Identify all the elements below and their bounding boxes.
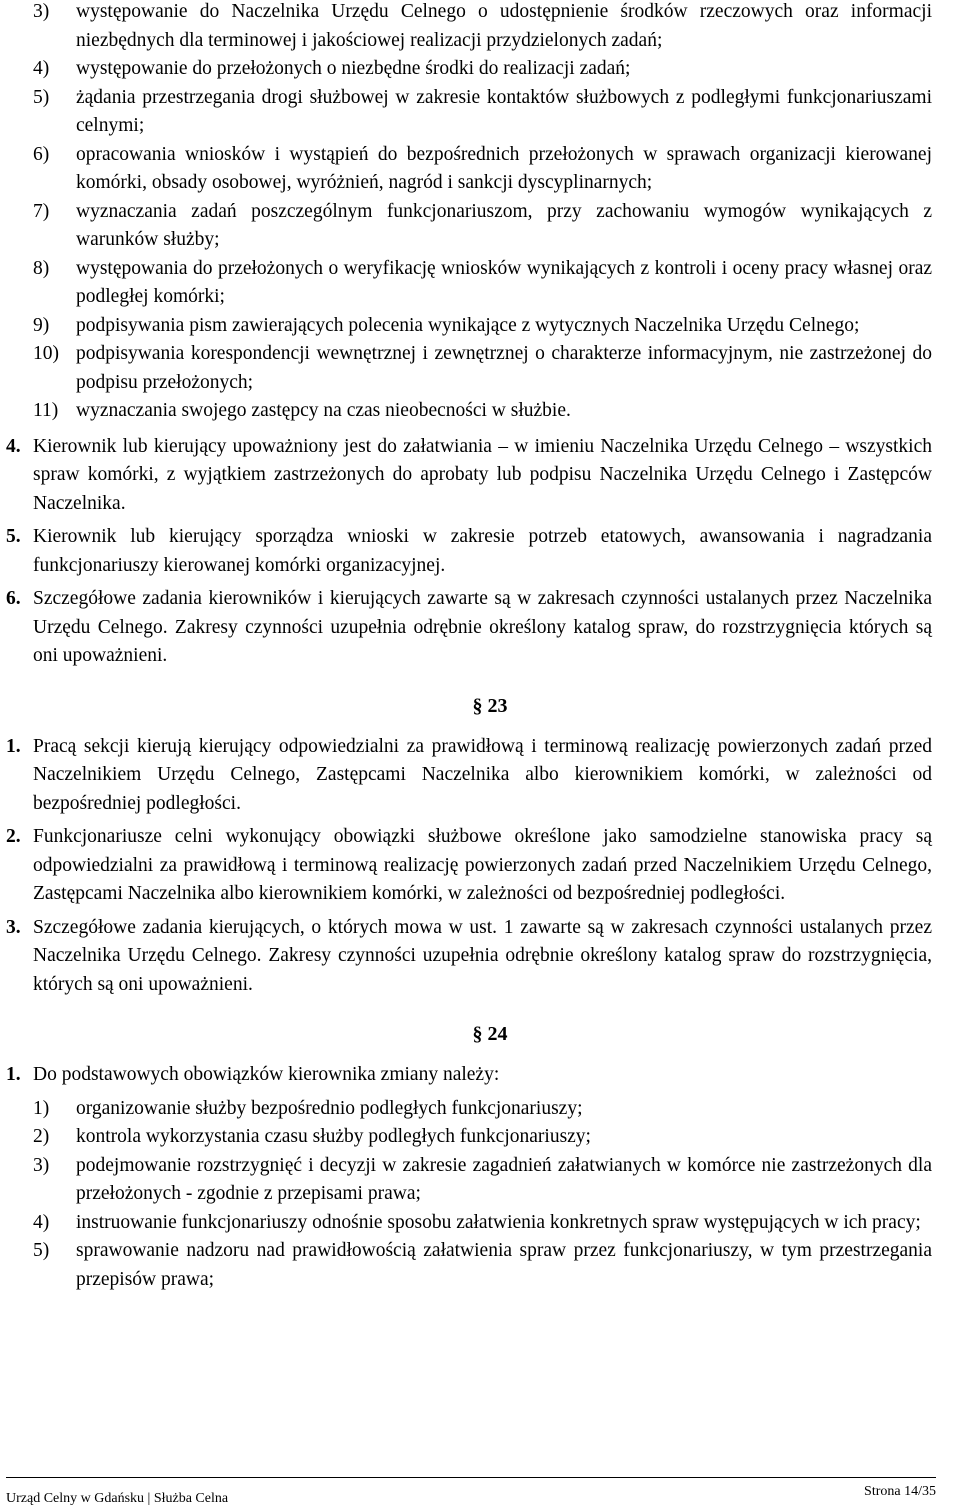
list-item-number: 3) xyxy=(33,1,50,22)
list-item-text: opracowania wniosków i wystąpień do bezpośrednich przełożonych w sprawach organizacji kierowanej komórki, obsady osobowej, wyróżnień, nagród i sankcji dyscyplinarnych; xyxy=(76,143,932,193)
list-item-number: 1) xyxy=(33,1097,50,1119)
list-item-text: podpisywania pism zawierających polecenia wynikające z wytycznych Naczelnika Urzędu Celnego; xyxy=(76,314,860,336)
list-item xyxy=(0,1152,960,1209)
list-item-number: 5) xyxy=(33,1240,50,1261)
list-item-number: 5) xyxy=(33,86,50,108)
list-item-number: 4) xyxy=(33,1211,50,1233)
paragraph-number: 1. xyxy=(6,1064,21,1085)
list-item-number: 8) xyxy=(33,257,50,279)
section-heading: § 23 xyxy=(472,694,508,717)
numbered-paragraph xyxy=(0,823,960,909)
paragraph-text: Kierownik lub kierujący sporządza wnioski w zakresie potrzeb etatowych, awansowania i nagradzania funkcjonariuszy kierowanej komórki organizacyjnej. xyxy=(33,526,932,576)
list-item xyxy=(0,340,960,397)
paragraph-text: Do podstawowych obowiązków kierownika zmiany należy: xyxy=(33,1064,500,1085)
paragraph-number: 4. xyxy=(6,435,21,457)
list-item xyxy=(0,255,960,312)
paragraph-text: Kierownik lub kierujący upoważniony jest do załatwiania – w imieniu Naczelnika Urzędu Celnego – wszystkich spraw komórki, z wyjątkiem zastrzeżonych do aprobaty lub podpisu Naczelnika Urzędu Celnego i Zastępców Naczelnika. xyxy=(33,435,932,514)
list-item xyxy=(0,55,960,84)
list-item xyxy=(0,141,960,198)
list-item-text: sprawowanie nadzoru nad prawidłowością załatwienia spraw przez funkcjonariuszy, w tym przestrzegania przepisów prawa; xyxy=(76,1240,932,1290)
list-item-text: kontrola wykorzystania czasu służby podległych funkcjonariuszy; xyxy=(76,1126,591,1147)
list-item xyxy=(0,312,960,341)
list-item-number: 11) xyxy=(33,400,59,421)
numbered-paragraph xyxy=(0,585,960,671)
list-item-number: 9) xyxy=(33,314,50,336)
list-item xyxy=(0,397,960,426)
list-item-text: występowanie do przełożonych o niezbędne środki do realizacji zadań; xyxy=(76,58,631,79)
section-heading: § 24 xyxy=(472,1023,508,1045)
list-item-number: 6) xyxy=(33,143,50,165)
list-item-text: instruowanie funkcjonariuszy odnośnie sposobu załatwienia konkretnych spraw występujących w ich pracy; xyxy=(76,1211,921,1233)
paragraph-text: Szczegółowe zadania kierujących, o których mowa w ust. 1 zawarte są w zakresach czynności ustalanych przez Naczelnika Urzędu Celnego. Zakresy czynności uzupełnia odrębnie określony katalog spraw do rozstrzygnięcia, których są oni upoważnieni. xyxy=(33,916,932,995)
list-item-number: 10) xyxy=(33,343,59,364)
paragraph-number: 1. xyxy=(6,735,21,757)
paragraph-number: 3. xyxy=(6,916,21,938)
list-item-number: 2) xyxy=(33,1126,50,1147)
list-item xyxy=(0,0,960,55)
page-number: Strona 14/35 xyxy=(864,1484,936,1499)
page-footer xyxy=(6,1477,936,1506)
paragraph-text: Funkcjonariusze celni wykonujący obowiązki służbowe określone jako samodzielne stanowiska pracy są odpowiedzialni za prawidłową i terminową realizację powierzonych zadań przed Naczelnikiem Urzędu Celnego, Zastępcami Naczelnika albo kierownikiem komórki, w zależności od bezpośredniej podległości. xyxy=(33,826,932,904)
list-item xyxy=(0,1209,960,1238)
paragraph-number: 6. xyxy=(6,588,21,609)
list-item xyxy=(0,1237,960,1294)
footer-office-name: Urząd Celny w Gdańsku | Służba Celna xyxy=(6,1491,229,1506)
paragraph-number: 5. xyxy=(6,526,21,547)
list-item-text: podpisywania korespondencji wewnętrznej i zewnętrznej o charakterze informacyjnym, nie zastrzeżonej do podpisu przełożonych; xyxy=(76,343,932,393)
numbered-paragraph xyxy=(0,1061,960,1090)
list-item-text: podejmowanie rozstrzygnięć i decyzji w zakresie zagadnień załatwianych w komórce nie zastrzeżonych dla przełożonych - zgodnie z przepisami prawa; xyxy=(76,1154,932,1204)
list-item-number: 4) xyxy=(33,58,50,79)
list-item-number: 7) xyxy=(33,200,50,222)
numbered-paragraph xyxy=(0,433,960,519)
list-item-text: występowania do przełożonych o weryfikację wniosków wynikających z kontroli i oceny pracy własnej oraz podległej komórki; xyxy=(76,257,932,307)
list-item-text: organizowanie służby bezpośrednio podległych funkcjonariuszy; xyxy=(76,1097,583,1119)
numbered-paragraph xyxy=(0,914,960,1000)
numbered-paragraph xyxy=(0,523,960,580)
list-item xyxy=(0,198,960,255)
paragraph-text: Szczegółowe zadania kierowników i kierujących zawarte są w zakresach czynności ustalanych przez Naczelnika Urzędu Celnego. Zakresy czynności uzupełnia odrębnie określony katalog spraw, do rozstrzygnięcia których są oni upoważnieni. xyxy=(33,588,932,666)
list-item xyxy=(0,1095,960,1124)
list-item xyxy=(0,84,960,141)
list-item-text: wyznaczania swojego zastępcy na czas nieobecności w służbie. xyxy=(76,400,571,421)
list-item-text: wyznaczania zadań poszczególnym funkcjonariuszom, przy zachowaniu wymogów wynikających z warunków służby; xyxy=(76,200,932,250)
list-item-text: żądania przestrzegania drogi służbowej w zakresie kontaktów służbowych z podległymi funkcjonariuszami celnymi; xyxy=(76,86,932,136)
paragraph-number: 2. xyxy=(6,826,21,847)
paragraph-text: Pracą sekcji kierują kierujący odpowiedzialni za prawidłową i terminową realizację powierzonych zadań przed Naczelnikiem Urzędu Celnego, Zastępcami Naczelnika albo kierownikiem komórki, w zależności od bezpośredniej podległości. xyxy=(33,735,932,814)
list-item-text: występowanie do Naczelnika Urzędu Celnego o udostępnienie środków rzeczowych oraz informacji niezbędnych dla terminowej i jakościowej realizacji przydzielonych zadań; xyxy=(76,1,932,51)
numbered-paragraph xyxy=(0,733,960,819)
list-item-number: 3) xyxy=(33,1154,50,1176)
list-item xyxy=(0,1123,960,1152)
